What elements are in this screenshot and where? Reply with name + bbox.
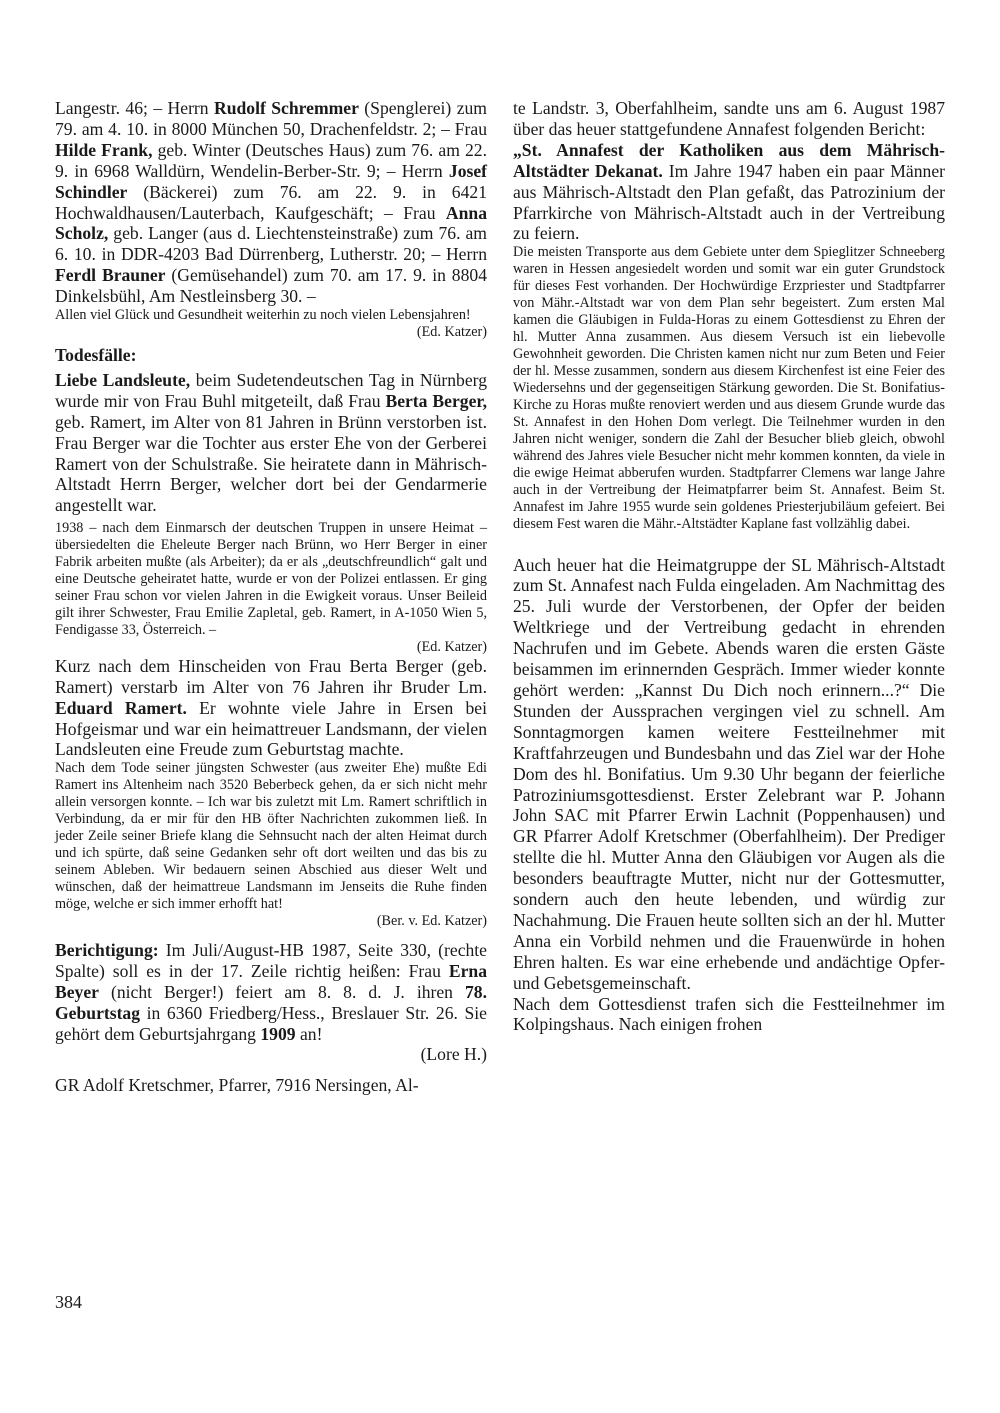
berger-obituary-signature: (Ed. Katzer): [416, 638, 487, 655]
berger-obituary-paragraph: [55, 370, 487, 516]
bold-text-run: 1909: [260, 1023, 296, 1044]
text-run: in 6360 Friedberg/Hess., Breslauer Str. 26. Sie gehört dem Geburtsjahrgang: [55, 1002, 487, 1044]
deaths-heading: Todesfälle:: [55, 344, 137, 365]
text-run: (nicht Berger!) feiert am 8. 8. d. J. ihren: [98, 981, 465, 1002]
report-continuation: te Landstr. 3, Oberfahlheim, sandte uns am 6. August 1987 über das heuer stattgefundene Annafest folgenden Bericht:: [513, 98, 945, 139]
birthday-wishes-text: Allen viel Glück und Gesundheit weiterhin zu noch vielen Lebensjahren!: [55, 307, 471, 324]
text-run: geb. Winter (Deutsches Haus) zum 76. am 22. 9. in 6968 Walldürn, Wendelin-Berber-Str. 9; – Herrn: [55, 139, 487, 181]
correction-signature: (Lore H.): [420, 1044, 487, 1065]
bold-text-run: 78. Geburtstag: [55, 981, 487, 1023]
correction-text: [55, 940, 487, 1044]
annafest-intro-paragraph: [513, 140, 945, 245]
bold-text-run: Liebe Landsleute,: [55, 369, 191, 390]
bold-text-run: Rudolf Schremmer: [214, 98, 359, 118]
text-run: (Gemüsehandel) zum 70. am 17. 9. in 8804 Dinkelsbühl, Am Nestleinsberg 30. –: [55, 265, 487, 307]
birthday-wishes-signature: (Ed. Katzer): [416, 324, 487, 341]
bold-text-run: Josef Schindler: [55, 160, 487, 202]
berger-obituary-details: [55, 520, 487, 656]
right-column: [513, 98, 945, 1035]
text-run: Langestr. 46; – Herrn: [55, 98, 215, 118]
bold-text-run: „St. Annafest der Katholiken aus dem Mährisch-Altstädter Dekanat.: [513, 139, 945, 181]
bold-text-run: Berichtigung:: [55, 939, 159, 960]
text-run: an!: [295, 1023, 323, 1044]
berger-obituary-details-text: 1938 – nach dem Einmarsch der deutschen Truppen in unsere Heimat – übersiedelten die Eheleute Berger nach Brünn, wo Herr Berger in einer Fabrik arbeiten mußte (als Arbeiter); da er als „deutschfreundlich“ galt und eine Deutsche geheiratet hatte, wurde er von der Polizei entlassen. Er ging seiner Frau schon vor vielen Jahren in die Ewigkeit voraus. Unser Beileid gilt ihrer Schwester, Frau Emilie Zapletal, geb. Ramert, in A-1050 Wien 5, Fendigasse 33, Österreich. –: [55, 520, 487, 638]
text-run: Kurz nach dem Hinscheiden von Frau Berta Berger (geb. Ramert) verstarb im Alter von 76 Jahren ihr Bruder Lm.: [55, 655, 487, 697]
kretschmer-report-start: GR Adolf Kretschmer, Pfarrer, 7916 Nersingen, Al-: [55, 1075, 419, 1096]
ramert-obituary-details: [55, 760, 487, 930]
text-run: (Bäckerei) zum 76. am 22. 9. in 6421 Hochwaldhausen/Lauterbach, Kaufgeschäft; – Frau: [55, 181, 487, 223]
after-mass-paragraph: Nach dem Gottesdienst trafen sich die Festteilnehmer im Kolpingshaus. Nach einigen frohen: [513, 993, 945, 1035]
text-run: Im Juli/August-HB 1987, Seite 330, (rechte Spalte) soll es in der 17. Zeile richtig heißen: Frau: [55, 939, 487, 981]
ramert-obituary-paragraph: [55, 656, 487, 761]
text-run: Er wohnte viele Jahre in Ersen bei Hofgeismar und war ein heimattreuer Landsmann, der vielen Landsleuten eine Freude zum Geburtstag machte.: [55, 697, 487, 760]
bold-text-run: Hilde Frank,: [55, 139, 153, 160]
text-run: geb. Ramert, im Alter von 81 Jahren in Brünn verstorben ist. Frau Berger war die Tochter aus erster Ehe von der Gerberei Ramert von der Schulstraße. Sie heiratete dann in Mährisch-Altstadt Herrn Berger, welcher dort bei der Gendarmerie angestellt war.: [55, 411, 487, 516]
bold-text-run: Erna Beyer: [55, 960, 487, 1002]
ramert-obituary-details-text: Nach dem Tode seiner jüngsten Schwester (aus zweiter Ehe) mußte Edi Ramert ins Altenheim nach 3520 Beberbeck gehen, da er sich nicht mehr allein versorgen konnte. – Ich war bis zuletzt mit Lm. Ramert schriftlich in Verbindung, da er mir für den HB öfter Nachrichten zukommen ließ. In jeder Zeile seiner Briefe klang die Sehnsucht nach der alten Heimat durch und ich spürte, daß seine Gedanken sehr oft dort weilten und das bis zu seinem Ableben. Wir bedauern seinen Abschied aus dieser Welt und wünschen, daß der heimattreue Landsmann im Jenseits die Ruhe finden möge, welche er sich immer erhofft hat!: [55, 760, 487, 912]
left-column: [55, 98, 487, 1096]
ramert-obituary-signature: (Ber. v. Ed. Katzer): [376, 912, 487, 929]
text-run: geb. Langer (aus d. Liechtensteinstraße) zum 76. am 6. 10. in DDR-4203 Bad Dürrenberg, Lutherstr. 20; – Herrn: [55, 223, 487, 265]
bold-text-run: Eduard Ramert.: [55, 697, 187, 718]
bold-text-run: Berta Berger,: [385, 390, 487, 411]
annafest-this-year-paragraph: Auch heuer hat die Heimatgruppe der SL Mährisch-Altstadt zum St. Annafest nach Fulda eingeladen. Am Nachmittag des 25. Juli wurde der Verstorbenen, der Opfer der beiden Weltkriege und der Vertreibung gedacht in ehrenden Nachrufen und im Gebete. Abends waren die ersten Gäste beisammen im erinnernden Gespräch. Immer wieder konnte gehört werden: „Kannst Du Dich noch erinnern...?“ Die Stunden der Aussprachen vergingen viel zu schnell. Am Sonntagmorgen kamen weitere Festteilnehmer mit Kraftfahrzeugen und Bundesbahn und das Ziel war der Hohe Dom des hl. Bonifatius. Um 9.30 Uhr begann der feierliche Patroziniumsgottesdienst. Erster Zelebrant war P. Johann John SAC mit Pfarrer Erwin Lachnit (Poppenhausen) und GR Pfarrer Adolf Kretschmer (Oberfahlheim). Der Prediger stellte die hl. Mutter Anna den Gläubigen vor Augen als die besonders beauftragte Mutter, nicht nur der Gottesmutter, sondern auch den heute lebenden, und würdig zur Nachahmung. Die Frauen heute sollten sich an der hl. Mutter Anna ein Vorbild nehmen und die Frauenwürde in hohen Ehren halten. Es war eine erhebende und andächtige Opfer-und Gebetsgemeinschaft.: [513, 554, 945, 993]
text-run: Im Jahre 1947 haben ein paar Männer aus Mährisch-Altstadt den Plan gefaßt, das Patrozinium der Pfarrkirche von Mährisch-Altstadt auch in der Vertreibung zu feiern.: [513, 160, 945, 244]
bold-text-run: Ferdl Brauner: [55, 265, 166, 286]
birthday-list-paragraph: [55, 98, 487, 307]
correction-paragraph: [55, 940, 487, 1065]
annafest-history-paragraph: Die meisten Transporte aus dem Gebiete unter dem Spieglitzer Schneeberg waren in Hessen angesiedelt worden und somit war ein guter Grundstock für dieses Fest vorhanden. Der Hochwürdige Erzpriester und Stadtpfarrer von Mähr.-Altstadt war von dem Plan sehr begeistert. Zum ersten Mal kamen die Gläubigen in Fulda-Horas zu einem Gottesdienst zu Ehren der hl. Mutter Anna zusammen. Aus diesem Versuch ist ein liebevolle Gewohnheit geworden. Die Christen kamen nicht nur zum Beten und Feier der hl. Messe zusammen, sondern aus diesem Kirchenfest ist eine Feier des Wiedersehns und der gegenseitigen Stärkung geworden. Die St. Bonifatius-Kirche zu Horas mußte renoviert werden und aus diesem Grunde wurde das St. Annafest in den Hohen Dom verlegt. Die Teilnehmer wurden in den Jahren nicht weniger, sondern die Zahl der Besucher blieb gleich, obwohl während des Jahres viele Besucher nicht mehr kommen konnten, da viele in die ewige Heimat abberufen wurden. Stadtpfarrer Clemens war lange Jahre auch in der Vertreibung der Heimatpfarrer beim St. Annafest. Beim St. Annafest im Jahre 1955 wurde sein goldenes Priesterjubiläum gefeiert. Bei diesem Fest waren die Mähr.-Altstädter Kaplane fast vollzählig dabei.: [513, 244, 945, 532]
page-number: 384: [55, 1292, 82, 1312]
birthday-wishes: [55, 307, 487, 341]
text-run: beim Sudetendeutschen Tag in Nürnberg wurde mir von Frau Buhl mitgeteilt, daß Frau: [55, 369, 488, 411]
text-run: (Spenglerei) zum 79. am 4. 10. in 8000 München 50, Drachenfeldstr. 2; – Frau: [55, 98, 487, 139]
bold-text-run: Anna Scholz,: [55, 202, 487, 244]
